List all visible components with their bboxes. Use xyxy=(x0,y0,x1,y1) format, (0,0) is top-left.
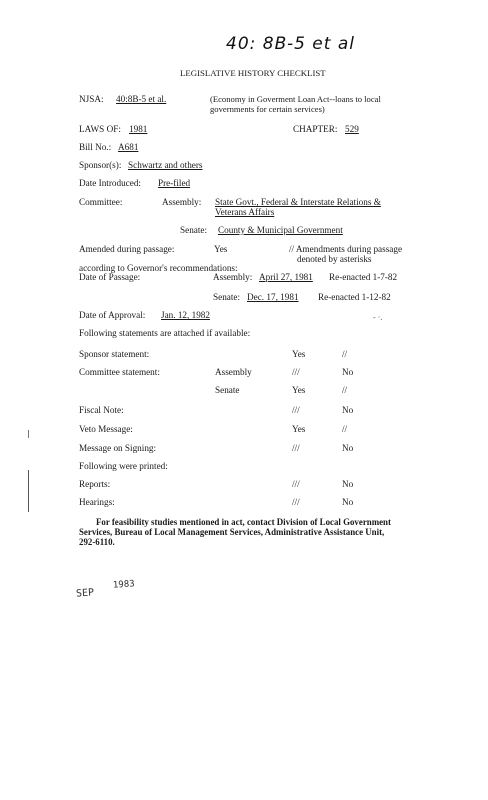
sponsor-statement-label: Sponsor statement: xyxy=(79,349,150,359)
governor-recommendations: according to Governor's recommendations: xyxy=(79,263,238,273)
footnote-line3: 292-6110. xyxy=(79,537,115,547)
passage-assembly-label: Assembly: xyxy=(213,272,253,282)
hearings-col2: No xyxy=(342,497,354,507)
veto-message-label: Veto Message: xyxy=(79,424,133,434)
reports-col2: No xyxy=(342,479,354,489)
committee-statement-assembly-col1: /// xyxy=(292,367,300,377)
veto-message-col2: // xyxy=(342,424,348,434)
hearings-col1: /// xyxy=(292,497,300,507)
committee-statement-senate-col2: // xyxy=(342,385,348,395)
page-title: LEGISLATIVE HISTORY CHECKLIST xyxy=(180,68,326,78)
date-of-approval-label: Date of Approval: xyxy=(79,310,146,320)
fiscal-note-col2: No xyxy=(342,405,354,415)
veto-message-col1: Yes xyxy=(292,424,306,434)
footnote-line1: For feasibility studies mentioned in act, contact Division of Local Government xyxy=(96,517,391,527)
date-introduced-value: Pre-filed xyxy=(158,178,191,188)
date-of-approval-value: Jan. 12, 1982 xyxy=(161,310,210,320)
handwritten-note: 40: 8B-5 et al xyxy=(226,34,355,54)
fiscal-note-label: Fiscal Note: xyxy=(79,405,124,415)
bill-no-value: A681 xyxy=(118,142,139,152)
sponsor-statement-col2: // xyxy=(342,349,348,359)
date-introduced-label: Date Introduced: xyxy=(79,178,141,188)
committee-statement-assembly-col2: No xyxy=(342,367,354,377)
printed-intro: Following were printed: xyxy=(79,461,168,471)
stray-mark: - ·. xyxy=(373,313,383,322)
reports-col1: /// xyxy=(292,479,300,489)
committee-statement-label: Committee statement: xyxy=(79,367,160,377)
footnote-line2: Services, Bureau of Local Management Services, Administrative Assistance Unit, xyxy=(79,527,385,537)
bill-no-label: Bill No.: xyxy=(79,142,112,152)
committee-assembly-line1: State Govt., Federal & Interstate Relations & xyxy=(215,197,381,207)
committee-statement-senate: Senate xyxy=(215,385,240,395)
amended-value: Yes xyxy=(214,244,228,254)
njsa-description-line2: governments for certain services) xyxy=(210,104,325,114)
sponsors-value: Schwartz and others xyxy=(128,160,203,170)
laws-of-label: LAWS OF: xyxy=(79,124,121,134)
scan-edge-mark xyxy=(28,430,29,438)
message-on-signing-label: Message on Signing: xyxy=(79,443,157,453)
chapter-value: 529 xyxy=(345,124,359,134)
sponsor-statement-col1: Yes xyxy=(292,349,306,359)
passage-assembly-reenacted: Re-enacted 1-7-82 xyxy=(329,272,398,282)
amended-note-line1: // Amendments during passage xyxy=(289,244,403,254)
laws-of-value: 1981 xyxy=(129,124,148,134)
committee-statement-assembly: Assembly xyxy=(215,367,252,377)
njsa-value: 40:8B-5 et al. xyxy=(116,94,167,104)
committee-statement-senate-col1: Yes xyxy=(292,385,306,395)
njsa-label: NJSA: xyxy=(79,94,104,104)
passage-assembly-date: April 27, 1981 xyxy=(259,272,313,282)
hearings-label: Hearings: xyxy=(79,497,115,507)
amended-note-line2: denoted by asterisks xyxy=(297,254,372,264)
passage-senate-date: Dec. 17, 1981 xyxy=(247,292,299,302)
committee-assembly-line2: Veterans Affairs xyxy=(215,207,275,217)
message-on-signing-col1: /// xyxy=(292,443,300,453)
reports-label: Reports: xyxy=(79,479,111,489)
passage-senate-label: Senate: xyxy=(213,292,241,302)
amended-label: Amended during passage: xyxy=(79,244,175,254)
passage-senate-reenacted: Re-enacted 1-12-82 xyxy=(318,292,391,302)
committee-label: Committee: xyxy=(79,197,123,207)
fiscal-note-col1: /// xyxy=(292,405,300,415)
chapter-label: CHAPTER: xyxy=(293,124,338,134)
statements-intro: Following statements are attached if available: xyxy=(79,328,251,338)
stamp-year: 1983 xyxy=(112,579,135,591)
committee-assembly-label: Assembly: xyxy=(162,197,202,207)
committee-senate-label: Senate: xyxy=(180,225,208,235)
njsa-description-line1: (Economy in Goverment Loan Act--loans to local xyxy=(210,94,381,104)
date-of-passage-label: Date of Passage: xyxy=(79,272,141,282)
stamp-month: SEP xyxy=(75,587,95,600)
sponsors-label: Sponsor(s): xyxy=(79,160,122,170)
scan-edge-mark xyxy=(28,470,29,512)
committee-senate-value: County & Municipal Government xyxy=(218,225,343,235)
message-on-signing-col2: No xyxy=(342,443,354,453)
